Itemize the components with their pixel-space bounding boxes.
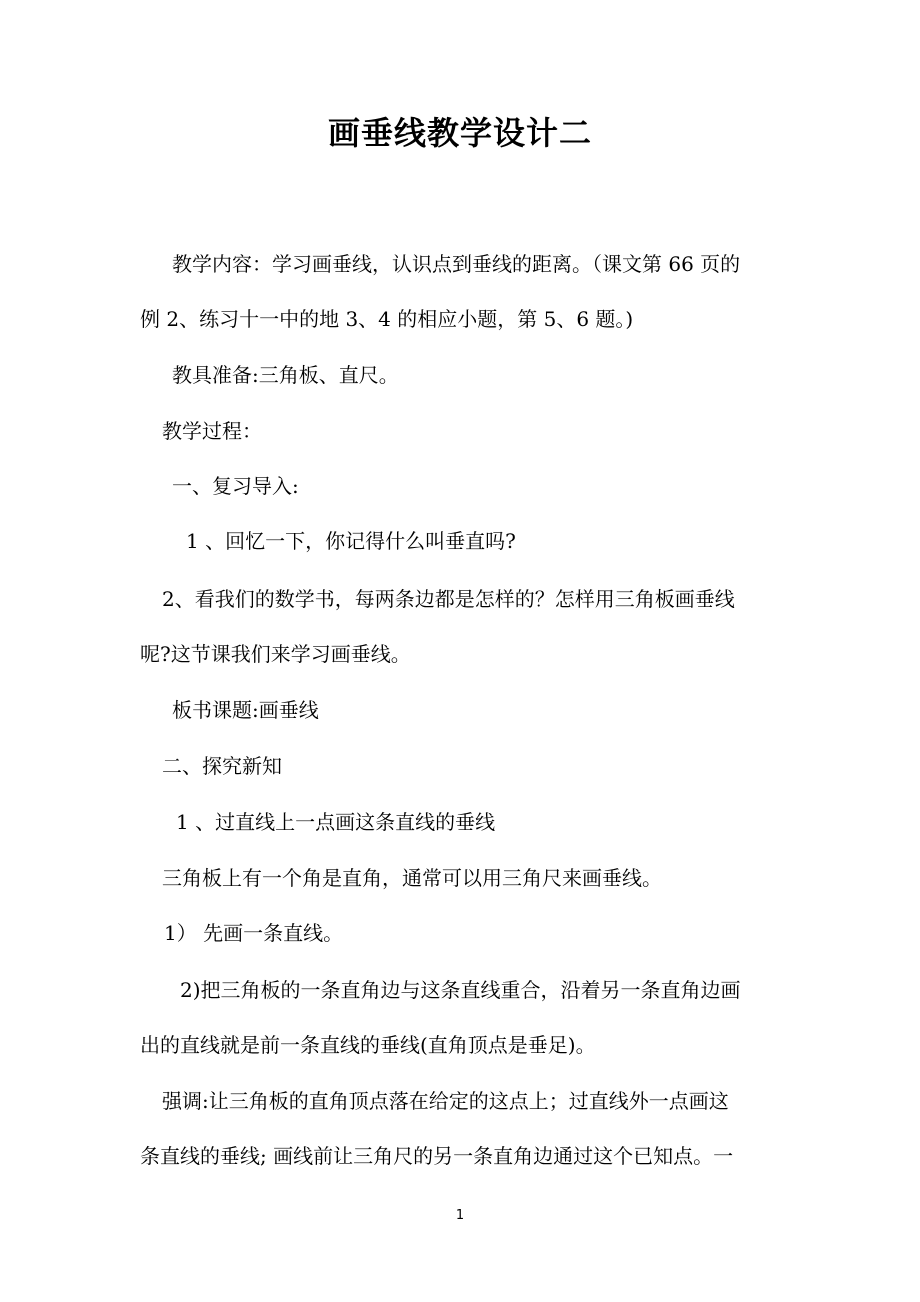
- paragraph-line: 2、看我们的数学书，每两条边都是怎样的？怎样用三角板画垂线: [162, 587, 735, 611]
- paragraph-line: 2)把三角板的一条直角边与这条直线重合，沿着另一条直角边画: [180, 978, 741, 1002]
- page-number: 1: [455, 1208, 465, 1223]
- paragraph-line: 一、复习导入:: [172, 474, 299, 498]
- paragraph-line: 板书课题:画垂线: [172, 698, 319, 722]
- paragraph-line: 二、探究新知: [162, 754, 282, 778]
- paragraph-line: 例 2、练习十一中的地 3、4 的相应小题，第 5、6 题。): [140, 307, 634, 331]
- paragraph-line: 出的直线就是前一条直线的垂线(直角顶点是垂足)。: [140, 1033, 596, 1057]
- paragraph-line: 强调:让三角板的直角顶点落在给定的这点上；过直线外一点画这: [162, 1089, 729, 1113]
- paragraph-line: 1 、回忆一下，你记得什么叫垂直吗?: [186, 529, 516, 553]
- document-title: 画垂线教学设计二: [327, 114, 592, 152]
- paragraph-line: 教学内容：学习画垂线，认识点到垂线的距离。（课文第 66 页的: [172, 252, 741, 276]
- paragraph-line: 1） 先画一条直线。: [164, 921, 344, 945]
- paragraph-line: 教学过程：: [162, 419, 262, 443]
- paragraph-line: 1 、过直线上一点画这条直线的垂线: [176, 810, 496, 834]
- paragraph-line: 三角板上有一个角是直角，通常可以用三角尺来画垂线。: [162, 866, 662, 890]
- paragraph-line: 呢?这节课我们来学习画垂线。: [140, 642, 411, 666]
- paragraph-line: 教具准备:三角板、直尺。: [172, 363, 399, 387]
- paragraph-line: 条直线的垂线; 画线前让三角尺的另一条直角边通过这个已知点。一: [140, 1144, 734, 1168]
